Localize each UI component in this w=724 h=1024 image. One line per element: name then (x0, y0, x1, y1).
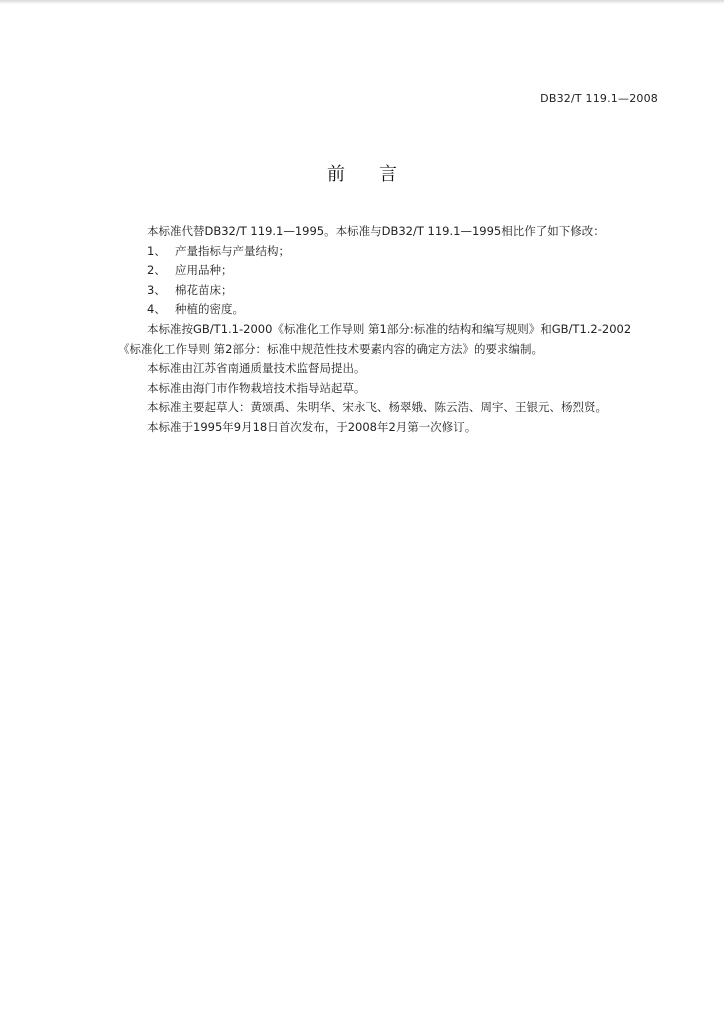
drafting-rules-line-1: 本标准按GB/T1.1-2000《标准化工作导则 第1部分:标准的结构和编写规则》和GB/T1.2-2002 (147, 321, 632, 336)
main-drafters: 本标准主要起草人：黄颂禹、朱明华、宋永飞、杨翠娥、陈云浩、周宇、王银元、杨烈贤。 (147, 400, 607, 415)
proposer-statement: 本标准由江苏省南通质量技术监督局提出。 (147, 361, 366, 376)
list-item-text: 种植的密度。 (175, 302, 244, 317)
page-title: 前言 (327, 164, 431, 185)
list-item (147, 300, 667, 320)
list-item-number: 2、 (147, 263, 166, 278)
list-item (147, 242, 667, 262)
list-item (147, 261, 667, 281)
list-item-text: 应用品种； (175, 263, 233, 278)
list-item-text: 产量指标与产量结构； (175, 243, 290, 258)
replace-statement: 本标准代替DB32/T 119.1—1995。本标准与DB32/T 119.1—1995相比作了如下修改： (147, 224, 605, 238)
list-item-text: 棉花苗床； (175, 282, 233, 297)
foreword-body (118, 222, 667, 438)
document-code: DB32/T 119.1—2008 (540, 92, 658, 105)
scan-edge (0, 0, 724, 4)
drafting-rules-line-2: 《标准化工作导则 第2部分：标准中规范性技术要素内容的确定方法》的要求编制。 (118, 341, 543, 356)
list-item (147, 281, 667, 301)
list-item-number: 1、 (147, 243, 166, 258)
list-item-number: 3、 (147, 282, 166, 297)
publication-history: 本标准于1995年9月18日首次发布，于2008年2月第一次修订。 (147, 419, 477, 434)
list-item-number: 4、 (147, 302, 166, 317)
drafting-organization: 本标准由海门市作物栽培技术指导站起草。 (147, 380, 366, 395)
